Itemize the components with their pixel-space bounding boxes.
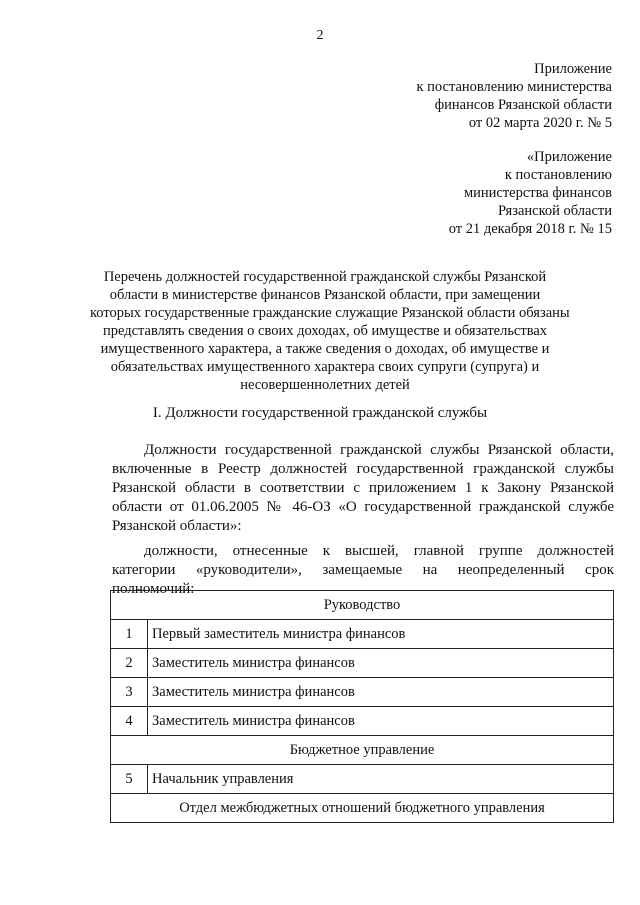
table-row: [111, 765, 614, 794]
appendix-line: к постановлению министерства: [416, 79, 612, 95]
appendix-line: Рязанской области: [498, 203, 612, 219]
row-number: 4: [111, 707, 148, 736]
appendix-header-previous: [449, 148, 612, 238]
position-name: Начальник управления: [148, 765, 614, 794]
row-number: 3: [111, 678, 148, 707]
table-row: [111, 678, 614, 707]
appendix-line: министерства финансов: [463, 185, 612, 201]
title-line: имущественного характера, а также сведения о доходах, об имуществе и: [100, 341, 550, 357]
position-name: Заместитель министра финансов: [148, 678, 614, 707]
title-line: Перечень должностей государственной гражданской службы Рязанской: [103, 269, 547, 285]
row-number: 2: [111, 649, 148, 678]
appendix-line: от 02 марта 2020 г. № 5: [468, 115, 612, 131]
positions-table: [110, 590, 614, 823]
section-title-budget: Бюджетное управление: [111, 736, 614, 765]
row-number: 5: [111, 765, 148, 794]
table-section-row: [111, 736, 614, 765]
appendix-header-current: [416, 60, 612, 132]
category-paragraph: должности, отнесенные к высшей, главной группе должностей категории «руководители», замещаемые на неопределенный срок полномочий:: [112, 543, 614, 597]
section-title-interbudget: Отдел межбюджетных отношений бюджетного управления: [111, 794, 614, 823]
section-title-rukovodstvo: Руководство: [111, 591, 614, 620]
position-name: Заместитель министра финансов: [148, 649, 614, 678]
appendix-line: Приложение: [534, 61, 612, 77]
title-line: несовершеннолетних детей: [240, 377, 410, 393]
table-row: [111, 649, 614, 678]
title-line: представлять сведения о своих доходах, об имуществе и обязательствах: [102, 323, 548, 339]
table-row: [111, 707, 614, 736]
table-row: [111, 620, 614, 649]
appendix-line: к постановлению: [504, 167, 612, 183]
position-name: Заместитель министра финансов: [148, 707, 614, 736]
table-section-row: [111, 794, 614, 823]
position-name: Первый заместитель министра финансов: [148, 620, 614, 649]
section-heading: I. Должности государственной гражданской службы: [152, 405, 488, 421]
appendix-line: финансов Рязанской области: [434, 97, 612, 113]
appendix-line: от 21 декабря 2018 г. № 15: [448, 221, 612, 237]
document-title: [90, 268, 570, 394]
title-line: обязательствах имущественного характера своих супруги (супруга) и: [110, 359, 540, 375]
appendix-line: «Приложение: [526, 149, 612, 165]
page-number: 2: [316, 28, 324, 43]
row-number: 1: [111, 620, 148, 649]
title-line: которых государственные гражданские служащие Рязанской области обязаны: [90, 305, 570, 321]
table-section-row: [111, 591, 614, 620]
intro-paragraph: Должности государственной гражданской службы Рязанской области, включенные в Реестр должностей государственной гражданской службы Рязанской области в соответствии с приложением 1 к Закону Рязанской области от 01.06.2005 № 46-ОЗ «О государственной гражданской службе Рязанской области»:: [112, 442, 614, 534]
title-line: области в министерстве финансов Рязанской области, при замещении: [109, 287, 541, 303]
